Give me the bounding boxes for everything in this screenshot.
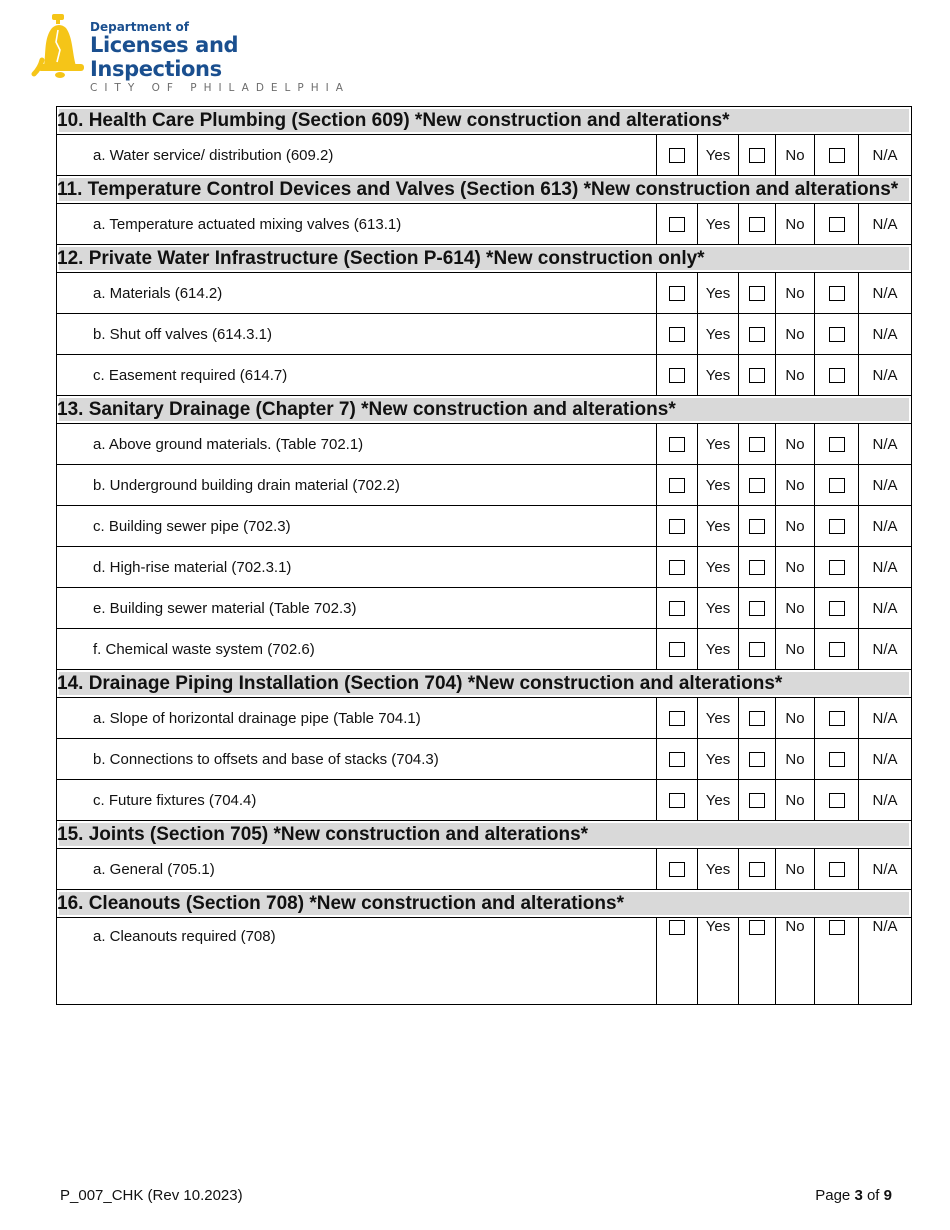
yes-label: Yes (698, 698, 739, 739)
page-total: 9 (883, 1187, 892, 1204)
no-checkbox[interactable] (749, 148, 765, 163)
item-label: c. Future fixtures (704.4) (57, 780, 657, 821)
na-checkbox[interactable] (829, 711, 845, 726)
no-checkbox-cell (739, 314, 776, 355)
no-label: No (776, 204, 815, 245)
checklist-row (57, 424, 912, 465)
item-label: a. Water service/ distribution (609.2) (57, 135, 657, 176)
na-checkbox-cell (815, 588, 859, 629)
no-label: No (776, 588, 815, 629)
checklist-row (57, 506, 912, 547)
checklist-row (57, 698, 912, 739)
na-label: N/A (859, 780, 912, 821)
page-number (815, 1187, 892, 1204)
no-checkbox-cell (739, 135, 776, 176)
checklist-table (56, 106, 912, 1005)
no-label: No (776, 739, 815, 780)
yes-checkbox-cell (657, 314, 698, 355)
na-label: N/A (859, 506, 912, 547)
section-title: 11. Temperature Control Devices and Valves (Section 613) *New construction and alterations* (57, 176, 912, 204)
section-header (57, 821, 912, 849)
no-label: No (776, 506, 815, 547)
city-line: CITY OF PHILADELPHIA (90, 82, 350, 94)
no-checkbox-cell (739, 547, 776, 588)
yes-label: Yes (698, 314, 739, 355)
item-label: c. Easement required (614.7) (57, 355, 657, 396)
no-checkbox-cell (739, 629, 776, 670)
item-label: a. Cleanouts required (708) (57, 918, 657, 1005)
yes-checkbox-cell (657, 780, 698, 821)
checklist-row (57, 273, 912, 314)
page-word: Page (815, 1187, 851, 1204)
section-title: 12. Private Water Infrastructure (Section P-614) *New construction only* (57, 245, 912, 273)
na-checkbox[interactable] (829, 601, 845, 616)
yes-checkbox[interactable] (669, 478, 685, 493)
na-label: N/A (859, 739, 912, 780)
no-label: No (776, 465, 815, 506)
no-checkbox-cell (739, 465, 776, 506)
page-current: 3 (854, 1187, 863, 1204)
yes-label: Yes (698, 780, 739, 821)
item-label: a. General (705.1) (57, 849, 657, 890)
checklist-row (57, 135, 912, 176)
na-checkbox[interactable] (829, 862, 845, 877)
no-checkbox[interactable] (749, 642, 765, 657)
item-label: a. Slope of horizontal drainage pipe (Table 704.1) (57, 698, 657, 739)
checklist-row (57, 547, 912, 588)
na-checkbox[interactable] (829, 368, 845, 383)
item-label: b. Underground building drain material (702.2) (57, 465, 657, 506)
na-checkbox[interactable] (829, 478, 845, 493)
no-checkbox-cell (739, 355, 776, 396)
no-label: No (776, 918, 815, 1005)
no-checkbox-cell (739, 849, 776, 890)
na-checkbox[interactable] (829, 217, 845, 232)
checklist-row (57, 204, 912, 245)
na-checkbox[interactable] (829, 327, 845, 342)
na-label: N/A (859, 918, 912, 1005)
yes-label: Yes (698, 739, 739, 780)
checklist-row (57, 629, 912, 670)
na-checkbox[interactable] (829, 286, 845, 301)
dept-logo (30, 12, 370, 94)
yes-label: Yes (698, 465, 739, 506)
no-checkbox-cell (739, 739, 776, 780)
no-label: No (776, 135, 815, 176)
no-checkbox-cell (739, 204, 776, 245)
no-label: No (776, 547, 815, 588)
item-label: a. Temperature actuated mixing valves (613.1) (57, 204, 657, 245)
yes-checkbox[interactable] (669, 920, 685, 935)
na-label: N/A (859, 465, 912, 506)
yes-checkbox[interactable] (669, 793, 685, 808)
item-label: a. Above ground materials. (Table 702.1) (57, 424, 657, 465)
yes-label: Yes (698, 629, 739, 670)
na-label: N/A (859, 849, 912, 890)
checklist-row (57, 355, 912, 396)
no-checkbox-cell (739, 588, 776, 629)
no-checkbox[interactable] (749, 711, 765, 726)
yes-checkbox-cell (657, 273, 698, 314)
yes-checkbox-cell (657, 629, 698, 670)
no-label: No (776, 629, 815, 670)
no-checkbox[interactable] (749, 478, 765, 493)
no-checkbox[interactable] (749, 601, 765, 616)
no-checkbox[interactable] (749, 327, 765, 342)
na-checkbox[interactable] (829, 920, 845, 935)
yes-checkbox[interactable] (669, 286, 685, 301)
yes-checkbox[interactable] (669, 327, 685, 342)
na-checkbox-cell (815, 465, 859, 506)
item-label: a. Materials (614.2) (57, 273, 657, 314)
page-of: of (866, 1187, 880, 1204)
na-label: N/A (859, 135, 912, 176)
section-header (57, 670, 912, 698)
no-checkbox[interactable] (749, 286, 765, 301)
no-checkbox-cell (739, 424, 776, 465)
dept-name: Licenses and Inspections (90, 33, 239, 81)
no-label: No (776, 314, 815, 355)
item-label: b. Connections to offsets and base of stacks (704.3) (57, 739, 657, 780)
na-label: N/A (859, 547, 912, 588)
no-label: No (776, 698, 815, 739)
no-label: No (776, 849, 815, 890)
yes-checkbox-cell (657, 506, 698, 547)
item-label: e. Building sewer material (Table 702.3) (57, 588, 657, 629)
section-title: 13. Sanitary Drainage (Chapter 7) *New construction and alterations* (57, 396, 912, 424)
na-label: N/A (859, 355, 912, 396)
yes-checkbox[interactable] (669, 711, 685, 726)
item-label: c. Building sewer pipe (702.3) (57, 506, 657, 547)
na-checkbox-cell (815, 135, 859, 176)
na-checkbox-cell (815, 424, 859, 465)
checklist-row (57, 739, 912, 780)
yes-checkbox[interactable] (669, 601, 685, 616)
na-checkbox-cell (815, 547, 859, 588)
yes-label: Yes (698, 849, 739, 890)
na-checkbox[interactable] (829, 793, 845, 808)
na-checkbox-cell (815, 629, 859, 670)
section-header (57, 107, 912, 135)
yes-checkbox[interactable] (669, 437, 685, 452)
checklist-row (57, 314, 912, 355)
no-checkbox-cell (739, 918, 776, 1005)
section-header (57, 890, 912, 918)
na-checkbox-cell (815, 780, 859, 821)
no-label: No (776, 424, 815, 465)
no-checkbox[interactable] (749, 519, 765, 534)
section-header (57, 245, 912, 273)
na-label: N/A (859, 588, 912, 629)
yes-checkbox[interactable] (669, 519, 685, 534)
na-checkbox[interactable] (829, 437, 845, 452)
no-label: No (776, 355, 815, 396)
no-checkbox[interactable] (749, 560, 765, 575)
na-checkbox[interactable] (829, 519, 845, 534)
section-title: 16. Cleanouts (Section 708) *New construction and alterations* (57, 890, 912, 918)
section-header (57, 396, 912, 424)
section-title: 10. Health Care Plumbing (Section 609) *New construction and alterations* (57, 107, 912, 135)
item-label: b. Shut off valves (614.3.1) (57, 314, 657, 355)
na-checkbox-cell (815, 355, 859, 396)
na-checkbox-cell (815, 739, 859, 780)
yes-checkbox-cell (657, 424, 698, 465)
checklist-row (57, 465, 912, 506)
na-checkbox-cell (815, 698, 859, 739)
na-label: N/A (859, 698, 912, 739)
no-checkbox-cell (739, 698, 776, 739)
yes-checkbox-cell (657, 204, 698, 245)
no-checkbox[interactable] (749, 217, 765, 232)
yes-label: Yes (698, 918, 739, 1005)
no-checkbox-cell (739, 780, 776, 821)
na-checkbox[interactable] (829, 560, 845, 575)
na-checkbox-cell (815, 506, 859, 547)
yes-checkbox[interactable] (669, 217, 685, 232)
item-label: d. High-rise material (702.3.1) (57, 547, 657, 588)
na-label: N/A (859, 273, 912, 314)
no-checkbox-cell (739, 273, 776, 314)
na-label: N/A (859, 424, 912, 465)
no-label: No (776, 273, 815, 314)
na-checkbox[interactable] (829, 642, 845, 657)
na-checkbox[interactable] (829, 752, 845, 767)
checklist-row (57, 918, 912, 1005)
yes-label: Yes (698, 204, 739, 245)
yes-label: Yes (698, 355, 739, 396)
no-label: No (776, 780, 815, 821)
yes-label: Yes (698, 424, 739, 465)
no-checkbox[interactable] (749, 368, 765, 383)
yes-checkbox-cell (657, 588, 698, 629)
na-checkbox[interactable] (829, 148, 845, 163)
yes-label: Yes (698, 588, 739, 629)
yes-checkbox-cell (657, 355, 698, 396)
na-checkbox-cell (815, 204, 859, 245)
yes-checkbox[interactable] (669, 862, 685, 877)
no-checkbox[interactable] (749, 793, 765, 808)
yes-checkbox[interactable] (669, 560, 685, 575)
dept-line: Department of (90, 20, 190, 34)
yes-label: Yes (698, 135, 739, 176)
form-id: P_007_CHK (Rev 10.2023) (60, 1187, 243, 1204)
yes-label: Yes (698, 273, 739, 314)
yes-label: Yes (698, 506, 739, 547)
yes-checkbox[interactable] (669, 642, 685, 657)
yes-checkbox[interactable] (669, 752, 685, 767)
no-checkbox[interactable] (749, 862, 765, 877)
na-checkbox-cell (815, 918, 859, 1005)
section-title: 14. Drainage Piping Installation (Section 704) *New construction and alterations* (57, 670, 912, 698)
yes-checkbox[interactable] (669, 148, 685, 163)
no-checkbox[interactable] (749, 437, 765, 452)
yes-checkbox-cell (657, 698, 698, 739)
item-label: f. Chemical waste system (702.6) (57, 629, 657, 670)
yes-checkbox-cell (657, 918, 698, 1005)
section-header (57, 176, 912, 204)
liberty-bell-icon (30, 12, 86, 80)
no-checkbox-cell (739, 506, 776, 547)
yes-checkbox[interactable] (669, 368, 685, 383)
yes-checkbox-cell (657, 739, 698, 780)
checklist-row (57, 780, 912, 821)
na-label: N/A (859, 314, 912, 355)
na-checkbox-cell (815, 849, 859, 890)
na-checkbox-cell (815, 314, 859, 355)
yes-label: Yes (698, 547, 739, 588)
na-checkbox-cell (815, 273, 859, 314)
na-label: N/A (859, 629, 912, 670)
checklist-row (57, 849, 912, 890)
yes-checkbox-cell (657, 465, 698, 506)
no-checkbox[interactable] (749, 752, 765, 767)
yes-checkbox-cell (657, 547, 698, 588)
na-label: N/A (859, 204, 912, 245)
section-title: 15. Joints (Section 705) *New construction and alterations* (57, 821, 912, 849)
yes-checkbox-cell (657, 849, 698, 890)
checklist-row (57, 588, 912, 629)
no-checkbox[interactable] (749, 920, 765, 935)
yes-checkbox-cell (657, 135, 698, 176)
